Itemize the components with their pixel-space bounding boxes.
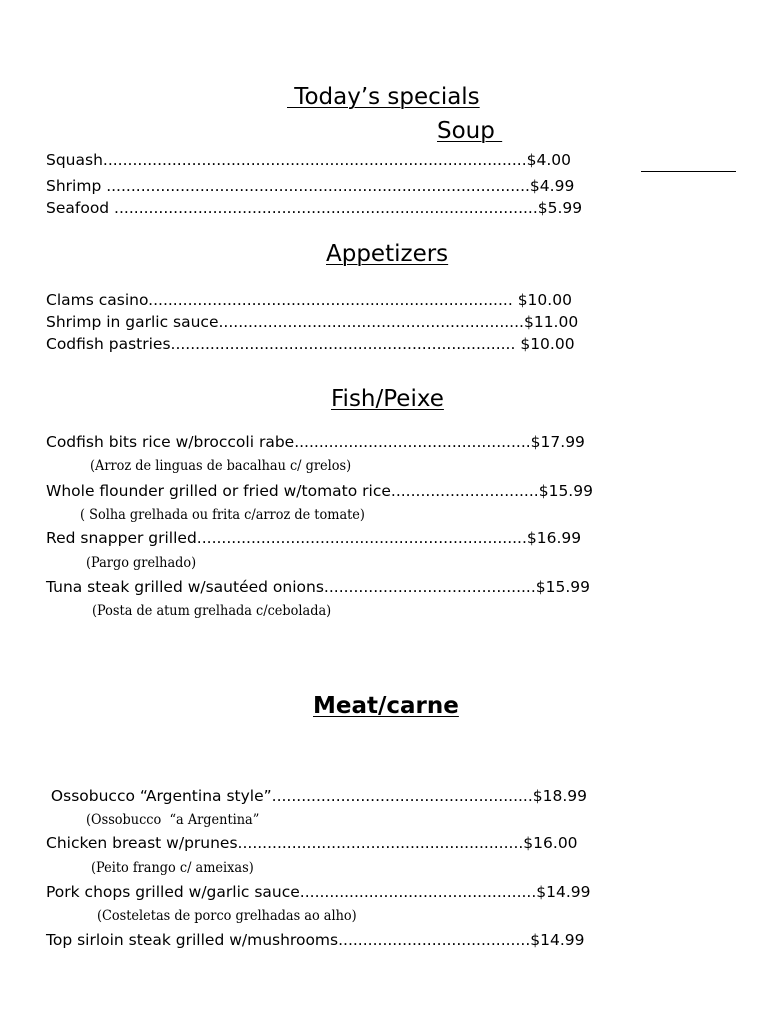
menu-item-translation: ( Solha grelhada ou frita c/arroz de tomate) [80,507,365,523]
menu-item-red-snapper: Red snapper grilled...................................................................$16.99 [46,529,582,547]
menu-item-ossobucco: Ossobucco “Argentina style”.....................................................$18.99 [46,787,588,805]
menu-item-codfish-bits-rice: Codfish bits rice w/broccoli rabe................................................$17.99 [46,433,585,451]
menu-item-top-sirloin: Top sirloin steak grilled w/mushrooms.......................................$14.99 [46,931,585,949]
menu-item-shrimp-soup: Shrimp ......................................................................................$4.99 [46,177,575,195]
menu-item-translation: (Posta de atum grelhada c/cebolada) [92,603,332,619]
menu-item-whole-flounder: Whole flounder grilled or fried w/tomato rice..............................$15.99 [46,482,593,500]
menu-item-clams-casino: Clams casino.......................................................................... $10.00 [46,291,572,309]
menu-item-translation: (Peito frango c/ ameixas) [91,860,254,876]
appetizers-heading: Appetizers [326,241,449,267]
menu-item-pork-chops: Pork chops grilled w/garlic sauce................................................$14.99 [46,883,591,901]
menu-item-tuna-steak: Tuna steak grilled w/sautéed onions...........................................$15.99 [46,578,591,596]
meat-heading: Meat/carne [313,693,459,719]
menu-item-shrimp-garlic-sauce: Shrimp in garlic sauce..............................................................$11.00 [46,313,579,331]
menu-item-translation: (Costeletas de porco grelhadas ao alho) [97,908,357,924]
menu-item-translation: (Pargo grelhado) [86,555,197,571]
menu-item-translation: (Arroz de linguas de bacalhau c/ grelos) [90,458,352,474]
soup-heading: Soup [437,118,503,144]
menu-item-translation: (Ossobucco “a Argentina” [86,812,260,828]
menu-item-chicken-breast: Chicken breast w/prunes..........................................................$16.00 [46,834,578,852]
menu-item-squash: Squash......................................................................................$4.00 [46,151,571,169]
menu-item-codfish-pastries: Codfish pastries...................................................................... $10.00 [46,335,575,353]
page-title: Today’s specials [287,84,480,110]
underline-rule [641,171,736,172]
fish-heading: Fish/Peixe [331,386,444,412]
menu-item-seafood: Seafood ......................................................................................$5.99 [46,199,583,217]
